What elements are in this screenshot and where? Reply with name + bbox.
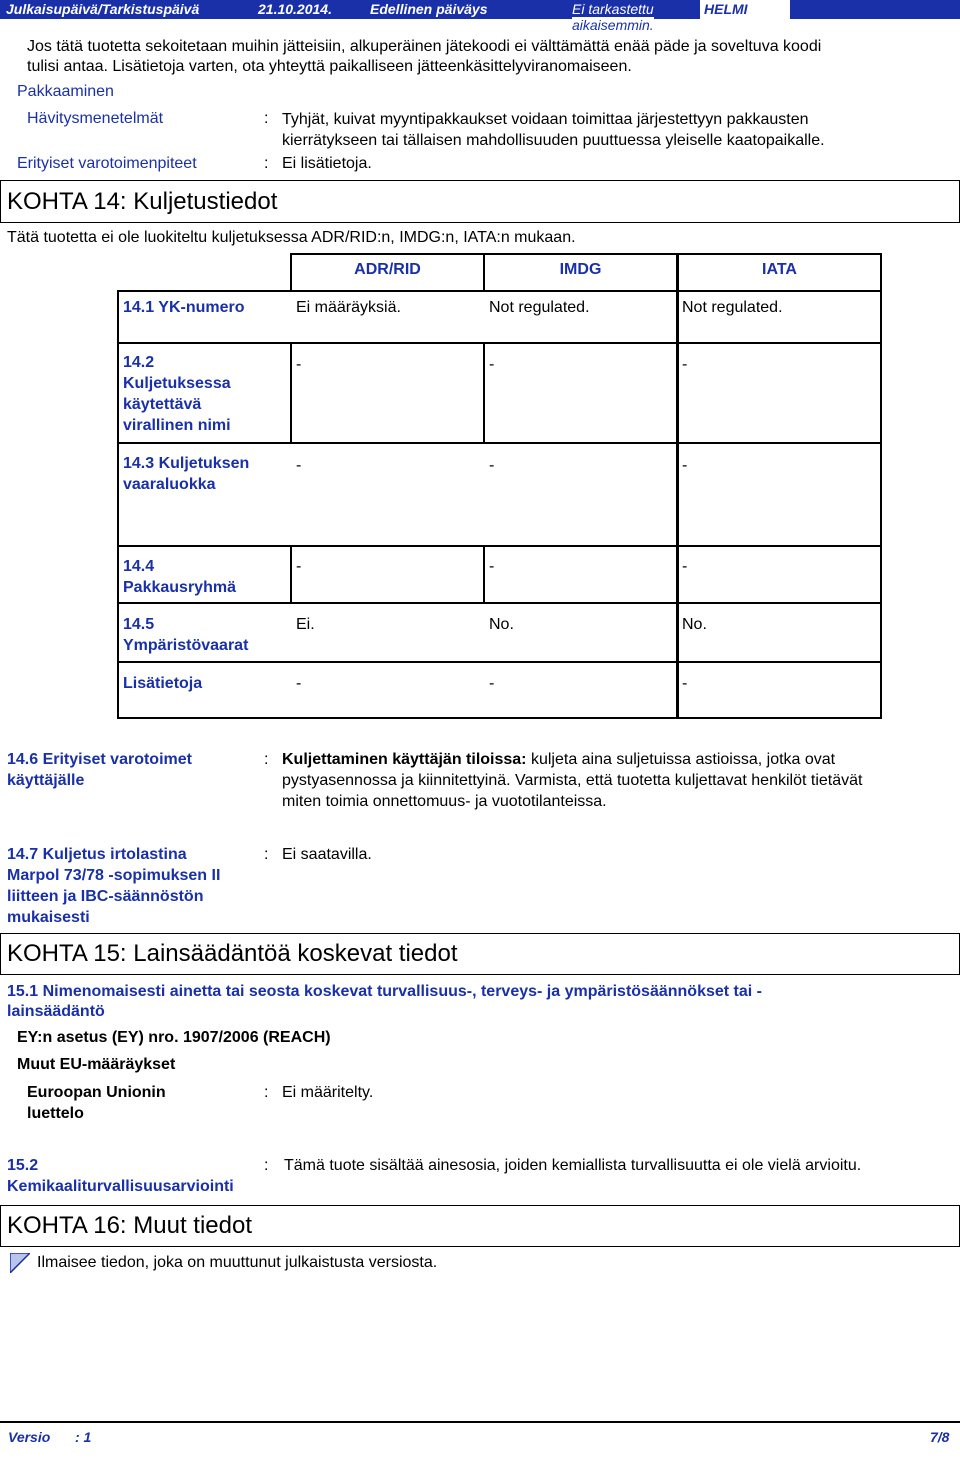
row-label-shipping-name <box>123 352 231 436</box>
intro-line-1: Jos tätä tuotetta sekoitetaan muihin jätteisiin, alkuperäinen jätekoodi ei välttämättä enää päde ja soveltuva koodi <box>27 38 822 55</box>
table-line <box>483 342 485 444</box>
disposal-colon: : <box>264 110 269 127</box>
cell-imdg-packing-group: - <box>489 558 495 575</box>
eu-list-label <box>27 1082 166 1124</box>
label-line: liitteen ja IBC-säännöstön <box>7 888 204 905</box>
label-line: 14.3 Kuljetuksen <box>123 455 250 472</box>
cell-iata-un-number: Not regulated. <box>682 299 783 316</box>
disposal-label: Hävitysmenetelmät <box>27 110 164 127</box>
table-line <box>117 342 882 344</box>
cell-imdg-un-number: Not regulated. <box>489 299 590 316</box>
label-line: luettelo <box>27 1105 84 1122</box>
reach-label: EY:n asetus (EY) nro. 1907/2006 (REACH) <box>17 1029 331 1046</box>
precautions-colon: : <box>264 155 269 172</box>
table-line <box>117 661 882 663</box>
table-line <box>117 717 882 719</box>
eu-list-value: Ei määritelty. <box>282 1084 374 1101</box>
cell-iata-env-hazards: No. <box>682 616 707 633</box>
label-line: 14.6 Erityiset varotoimet <box>7 751 192 768</box>
cell-adr-env-hazards: Ei. <box>296 616 315 633</box>
intro-line-2: tulisi antaa. Lisätietoja varten, ota yhteyttä paikalliseen jätteenkäsittelyviranomaiseen. <box>27 58 632 75</box>
revision-marker-icon <box>10 1253 30 1273</box>
cell-imdg-hazard-class: - <box>489 457 495 474</box>
chemical-safety-value: Tämä tuote sisältää ainesosia, joiden kemiallista turvallisuutta ei ole vielä arvioitu. <box>284 1157 862 1174</box>
precautions-label: Erityiset varotoimenpiteet <box>17 155 197 172</box>
heading-line: lainsäädäntö <box>7 1003 105 1020</box>
bulk-transport-label <box>7 844 220 928</box>
table-line <box>880 290 882 719</box>
table-line <box>290 545 292 603</box>
footer-rule <box>0 1421 960 1423</box>
header-not-checked-note: aikaisemmin. <box>572 17 654 33</box>
label-line: Kemikaaliturvallisuusarviointi <box>7 1178 234 1195</box>
header-product: HELMI <box>704 1 748 17</box>
header-prev-date-label: Edellinen päiväys <box>370 1 488 17</box>
table-line <box>117 290 882 292</box>
table-line <box>290 342 292 444</box>
section-15-box <box>0 933 960 975</box>
footer-version-value: : 1 <box>75 1429 92 1445</box>
table-line <box>290 253 882 255</box>
precautions-value: Ei lisätietoja. <box>282 155 372 172</box>
label-line: 14.2 <box>123 354 155 371</box>
cell-imdg-env-hazards: No. <box>489 616 514 633</box>
label-line: vaaraluokka <box>123 476 216 493</box>
table-line <box>880 253 882 291</box>
chemical-safety-colon: : <box>264 1157 269 1174</box>
table-line <box>117 545 882 547</box>
cell-iata-additional-info: - <box>682 675 688 692</box>
cell-iata-packing-group: - <box>682 558 688 575</box>
label-line: Kuljetuksessa <box>123 375 231 392</box>
label-line: käytettävä <box>123 396 202 413</box>
table-line <box>676 290 679 719</box>
special-line-3: miten toimia onnettomuus- ja vuototilanteissa. <box>282 793 607 810</box>
cell-iata-hazard-class: - <box>682 457 688 474</box>
section-14-title: KOHTA 14: Kuljetustiedot <box>7 188 278 215</box>
row-label-additional-info: Lisätietoja <box>123 675 203 692</box>
heading-line: 15.1 Nimenomaisesti ainetta tai seosta koskevat turvallisuus-, terveys- ja ympäristösäännökset tai - <box>7 983 762 1000</box>
label-line: Euroopan Unionin <box>27 1084 166 1101</box>
other-eu-label: Muut EU-määräykset <box>17 1056 176 1073</box>
label-line: 14.5 <box>123 616 155 633</box>
row-label-un-number: 14.1 YK-numero <box>123 299 245 316</box>
column-header-imdg: IMDG <box>559 261 602 278</box>
row-label-hazard-class <box>123 453 249 495</box>
table-line <box>483 545 485 603</box>
row-label-env-hazards <box>123 614 248 656</box>
bulk-transport-colon: : <box>264 846 269 863</box>
section-16-box <box>0 1205 960 1247</box>
cell-adr-packing-group: - <box>296 558 302 575</box>
label-line: virallinen nimi <box>123 417 231 434</box>
special-bold-lead: Kuljettaminen käyttäjän tiloissa: <box>282 751 527 768</box>
label-line: 14.4 <box>123 558 155 575</box>
table-line <box>117 442 882 444</box>
header-date: 21.10.2014. <box>258 1 332 17</box>
cell-adr-shipping-name: - <box>296 356 302 373</box>
footer-version-label: Versio <box>8 1429 51 1445</box>
eu-list-colon: : <box>264 1084 269 1101</box>
section-16-title: KOHTA 16: Muut tiedot <box>7 1212 253 1239</box>
section-15-1-heading <box>7 982 762 1022</box>
disposal-line-1: Tyhjät, kuivat myyntipakkaukset voidaan toimittaa järjestettyyn pakkausten <box>282 111 809 128</box>
cell-adr-un-number: Ei määräyksiä. <box>296 299 401 316</box>
disposal-line-2: kierrätykseen tai tällaisen mahdollisuuden puuttuessa yleiselle kaatopaikalle. <box>282 132 825 149</box>
section-14-intro: Tätä tuotetta ei ole luokiteltu kuljetuksessa ADR/RID:n, IMDG:n, IATA:n mukaan. <box>7 229 576 246</box>
special-text: kuljeta aina suljetuissa astioissa, jotka ovat <box>526 751 836 768</box>
cell-iata-shipping-name: - <box>682 356 688 373</box>
label-line: käyttäjälle <box>7 772 85 789</box>
cell-imdg-shipping-name: - <box>489 356 495 373</box>
packaging-heading: Pakkaaminen <box>17 83 114 100</box>
bulk-transport-value: Ei saatavilla. <box>282 846 372 863</box>
header-publication-label: Julkaisupäivä/Tarkistuspäivä <box>6 1 200 17</box>
special-precautions-value <box>282 749 862 812</box>
row-label-packing-group <box>123 556 236 598</box>
section-15-title: KOHTA 15: Lainsäädäntöä koskevat tiedot <box>7 940 458 967</box>
special-precautions-colon: : <box>264 751 269 768</box>
label-line: Pakkausryhmä <box>123 579 236 596</box>
revision-note: Ilmaisee tiedon, joka on muuttunut julkaistusta versiosta. <box>37 1254 438 1271</box>
column-header-adr: ADR/RID <box>354 261 421 278</box>
column-header-iata: IATA <box>762 261 797 278</box>
footer-page: 7/8 <box>930 1429 950 1445</box>
label-line: Marpol 73/78 -sopimuksen II <box>7 867 221 884</box>
special-precautions-label <box>7 749 192 791</box>
label-line: Ympäristövaarat <box>123 637 249 654</box>
special-line-1 <box>282 749 862 770</box>
label-line: 15.2 <box>7 1157 39 1174</box>
table-line <box>117 602 882 604</box>
cell-adr-additional-info: - <box>296 675 302 692</box>
special-line-2: pystyasennossa ja kiinnitettyinä. Varmista, että tuotetta kuljettavat henkilöt tietävät <box>282 772 863 789</box>
label-line: 14.7 Kuljetus irtolastina <box>7 846 187 863</box>
cell-adr-hazard-class: - <box>296 457 302 474</box>
cell-imdg-additional-info: - <box>489 675 495 692</box>
label-line: mukaisesti <box>7 909 90 926</box>
header-not-checked-label: Ei tarkastettu <box>572 1 654 17</box>
chemical-safety-label <box>7 1155 234 1197</box>
table-line <box>117 290 119 719</box>
